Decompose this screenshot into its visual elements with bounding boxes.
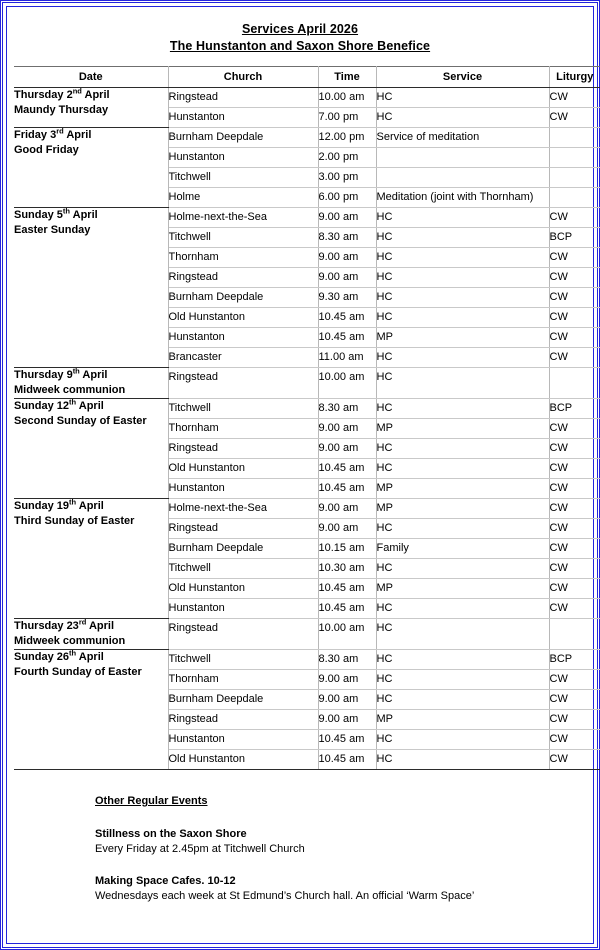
liturgy-cell: CW xyxy=(549,459,600,479)
time-cell: 9.00 am xyxy=(318,710,376,730)
church-cell: Burnham Deepdale xyxy=(168,128,318,148)
service-cell: HC xyxy=(376,108,549,128)
column-header-date: Date xyxy=(14,67,168,88)
date-ordinal-suffix: th xyxy=(69,498,77,507)
church-cell: Old Hunstanton xyxy=(168,750,318,770)
liturgy-cell: CW xyxy=(549,479,600,499)
service-cell: MP xyxy=(376,499,549,519)
church-cell: Hunstanton xyxy=(168,730,318,750)
date-primary: Sunday 26th April xyxy=(14,649,104,663)
service-cell: HC xyxy=(376,208,549,228)
time-cell: 10.45 am xyxy=(318,750,376,770)
footer-event-name: Stillness on the Saxon Shore xyxy=(95,828,247,840)
liturgy-cell: CW xyxy=(549,248,600,268)
time-cell: 6.00 pm xyxy=(318,188,376,208)
service-cell: HC xyxy=(376,268,549,288)
service-cell: HC xyxy=(376,650,549,670)
date-secondary: Easter Sunday xyxy=(14,224,91,236)
service-cell: HC xyxy=(376,348,549,368)
column-header-time: Time xyxy=(318,67,376,88)
church-cell: Titchwell xyxy=(168,399,318,419)
date-primary: Sunday 5th April xyxy=(14,207,98,221)
time-cell: 11.00 am xyxy=(318,348,376,368)
liturgy-cell: CW xyxy=(549,308,600,328)
time-cell: 10.00 am xyxy=(318,619,376,650)
time-cell: 10.45 am xyxy=(318,730,376,750)
liturgy-cell xyxy=(549,128,600,148)
footer-event-detail: Every Friday at 2.45pm at Titchwell Church xyxy=(95,843,305,855)
footer-event-detail: Wednesdays each week at St Edmund’s Church hall. An official ‘Warm Space’ xyxy=(95,890,475,902)
church-cell: Burnham Deepdale xyxy=(168,690,318,710)
service-cell: HC xyxy=(376,619,549,650)
church-cell: Titchwell xyxy=(168,228,318,248)
service-cell xyxy=(376,148,549,168)
date-cell xyxy=(14,208,168,368)
date-secondary: Good Friday xyxy=(14,144,79,156)
service-cell: HC xyxy=(376,459,549,479)
time-cell: 10.00 am xyxy=(318,368,376,399)
church-cell: Hunstanton xyxy=(168,108,318,128)
column-header-church: Church xyxy=(168,67,318,88)
time-cell: 9.00 am xyxy=(318,690,376,710)
church-cell: Hunstanton xyxy=(168,328,318,348)
liturgy-cell: BCP xyxy=(549,228,600,248)
church-cell: Hunstanton xyxy=(168,599,318,619)
church-cell: Titchwell xyxy=(168,650,318,670)
time-cell: 7.00 pm xyxy=(318,108,376,128)
service-cell: MP xyxy=(376,479,549,499)
time-cell: 10.00 am xyxy=(318,88,376,108)
time-cell: 12.00 pm xyxy=(318,128,376,148)
time-cell: 9.00 am xyxy=(318,670,376,690)
liturgy-cell: CW xyxy=(549,599,600,619)
time-cell: 8.30 am xyxy=(318,228,376,248)
date-ordinal-suffix: th xyxy=(72,367,80,376)
date-ordinal-suffix: th xyxy=(62,207,70,216)
liturgy-cell: CW xyxy=(549,690,600,710)
church-cell: Ringstead xyxy=(168,368,318,399)
service-cell: MP xyxy=(376,710,549,730)
service-cell xyxy=(376,168,549,188)
church-cell: Brancaster xyxy=(168,348,318,368)
other-regular-events-section xyxy=(7,770,593,904)
service-cell: HC xyxy=(376,730,549,750)
liturgy-cell: CW xyxy=(549,579,600,599)
page-inner xyxy=(6,6,594,944)
time-cell: 9.00 am xyxy=(318,419,376,439)
time-cell: 10.45 am xyxy=(318,328,376,348)
service-cell: HC xyxy=(376,750,549,770)
liturgy-cell: CW xyxy=(549,730,600,750)
date-secondary: Maundy Thursday xyxy=(14,104,109,116)
service-cell: HC xyxy=(376,88,549,108)
liturgy-cell: CW xyxy=(549,288,600,308)
liturgy-cell: CW xyxy=(549,328,600,348)
church-cell: Holme-next-the-Sea xyxy=(168,499,318,519)
service-cell: HC xyxy=(376,559,549,579)
date-cell xyxy=(14,399,168,499)
time-cell: 10.45 am xyxy=(318,599,376,619)
liturgy-cell: CW xyxy=(549,108,600,128)
date-cell xyxy=(14,650,168,770)
time-cell: 9.00 am xyxy=(318,499,376,519)
liturgy-cell: BCP xyxy=(549,399,600,419)
date-ordinal-suffix: nd xyxy=(72,87,82,96)
liturgy-cell: CW xyxy=(549,499,600,519)
service-cell: HC xyxy=(376,670,549,690)
date-secondary: Midweek communion xyxy=(14,384,126,396)
service-cell: Family xyxy=(376,539,549,559)
date-primary: Thursday 23rd April xyxy=(14,618,115,632)
service-cell: HC xyxy=(376,288,549,308)
liturgy-cell xyxy=(549,188,600,208)
date-cell xyxy=(14,368,168,399)
church-cell: Ringstead xyxy=(168,519,318,539)
liturgy-cell: CW xyxy=(549,208,600,228)
footer-event-name: Making Space Cafes. 10-12 xyxy=(95,875,236,887)
table-row xyxy=(14,499,600,519)
table-row xyxy=(14,619,600,650)
footer-event xyxy=(95,874,593,904)
liturgy-cell: CW xyxy=(549,519,600,539)
service-cell: Meditation (joint with Thornham) xyxy=(376,188,549,208)
liturgy-cell xyxy=(549,148,600,168)
footer-events-list xyxy=(95,827,593,904)
date-ordinal-suffix: rd xyxy=(78,618,87,627)
table-row xyxy=(14,399,600,419)
church-cell: Old Hunstanton xyxy=(168,579,318,599)
time-cell: 9.30 am xyxy=(318,288,376,308)
service-cell: HC xyxy=(376,399,549,419)
church-cell: Holme-next-the-Sea xyxy=(168,208,318,228)
table-row xyxy=(14,88,600,108)
date-primary: Sunday 19th April xyxy=(14,498,104,512)
service-cell: MP xyxy=(376,328,549,348)
time-cell: 10.45 am xyxy=(318,479,376,499)
church-cell: Ringstead xyxy=(168,88,318,108)
service-cell: HC xyxy=(376,519,549,539)
church-cell: Ringstead xyxy=(168,619,318,650)
church-cell: Old Hunstanton xyxy=(168,459,318,479)
church-cell: Titchwell xyxy=(168,168,318,188)
time-cell: 8.30 am xyxy=(318,650,376,670)
date-secondary: Midweek communion xyxy=(14,635,126,647)
liturgy-cell: CW xyxy=(549,750,600,770)
church-cell: Thornham xyxy=(168,419,318,439)
service-cell: HC xyxy=(376,599,549,619)
church-cell: Thornham xyxy=(168,248,318,268)
time-cell: 3.00 pm xyxy=(318,168,376,188)
church-cell: Ringstead xyxy=(168,710,318,730)
church-cell: Burnham Deepdale xyxy=(168,288,318,308)
church-cell: Ringstead xyxy=(168,439,318,459)
liturgy-cell: CW xyxy=(549,670,600,690)
date-ordinal-suffix: th xyxy=(69,649,77,658)
time-cell: 10.45 am xyxy=(318,308,376,328)
date-cell xyxy=(14,88,168,128)
service-cell: HC xyxy=(376,248,549,268)
time-cell: 2.00 pm xyxy=(318,148,376,168)
date-cell xyxy=(14,499,168,619)
liturgy-cell: CW xyxy=(549,559,600,579)
time-cell: 9.00 am xyxy=(318,268,376,288)
date-primary: Thursday 9th April xyxy=(14,367,108,381)
liturgy-cell: CW xyxy=(549,419,600,439)
date-secondary: Third Sunday of Easter xyxy=(14,515,135,527)
date-primary: Thursday 2nd April xyxy=(14,87,110,101)
service-cell: HC xyxy=(376,690,549,710)
table-row xyxy=(14,368,600,399)
services-table xyxy=(14,66,600,770)
date-secondary: Fourth Sunday of Easter xyxy=(14,666,142,678)
page-title: Services April 2026 xyxy=(241,22,359,36)
church-cell: Holme xyxy=(168,188,318,208)
table-header-row xyxy=(14,67,600,88)
time-cell: 9.00 am xyxy=(318,439,376,459)
table-row xyxy=(14,128,600,148)
church-cell: Hunstanton xyxy=(168,148,318,168)
liturgy-cell: CW xyxy=(549,539,600,559)
church-cell: Old Hunstanton xyxy=(168,308,318,328)
liturgy-cell: CW xyxy=(549,88,600,108)
table-row xyxy=(14,208,600,228)
date-ordinal-suffix: rd xyxy=(56,127,64,136)
service-cell: HC xyxy=(376,439,549,459)
date-cell xyxy=(14,128,168,208)
service-cell: MP xyxy=(376,579,549,599)
column-header-liturgy: Liturgy xyxy=(549,67,600,88)
table-header xyxy=(14,67,600,88)
time-cell: 10.15 am xyxy=(318,539,376,559)
footer-event xyxy=(95,827,593,857)
time-cell: 9.00 am xyxy=(318,208,376,228)
date-ordinal-suffix: th xyxy=(69,398,77,407)
time-cell: 10.30 am xyxy=(318,559,376,579)
column-header-service: Service xyxy=(376,67,549,88)
time-cell: 10.45 am xyxy=(318,579,376,599)
date-primary: Sunday 12th April xyxy=(14,398,104,412)
liturgy-cell xyxy=(549,368,600,399)
date-secondary: Second Sunday of Easter xyxy=(14,415,147,427)
time-cell: 8.30 am xyxy=(318,399,376,419)
church-cell: Burnham Deepdale xyxy=(168,539,318,559)
time-cell: 9.00 am xyxy=(318,248,376,268)
page-subtitle: The Hunstanton and Saxon Shore Benefice xyxy=(169,39,431,53)
church-cell: Titchwell xyxy=(168,559,318,579)
liturgy-cell: CW xyxy=(549,439,600,459)
liturgy-cell: CW xyxy=(549,710,600,730)
liturgy-cell: CW xyxy=(549,348,600,368)
liturgy-cell: BCP xyxy=(549,650,600,670)
service-cell: HC xyxy=(376,368,549,399)
service-cell: MP xyxy=(376,419,549,439)
church-cell: Thornham xyxy=(168,670,318,690)
table-row xyxy=(14,650,600,670)
time-cell: 10.45 am xyxy=(318,459,376,479)
date-cell xyxy=(14,619,168,650)
service-cell: HC xyxy=(376,308,549,328)
service-cell: Service of meditation xyxy=(376,128,549,148)
time-cell: 9.00 am xyxy=(318,519,376,539)
liturgy-cell xyxy=(549,168,600,188)
date-primary: Friday 3rd April xyxy=(14,127,92,141)
footer-heading: Other Regular Events xyxy=(95,795,208,807)
liturgy-cell xyxy=(549,619,600,650)
church-cell: Ringstead xyxy=(168,268,318,288)
liturgy-cell: CW xyxy=(549,268,600,288)
table-body xyxy=(14,88,600,770)
service-cell: HC xyxy=(376,228,549,248)
document-title-block xyxy=(7,7,593,66)
church-cell: Hunstanton xyxy=(168,479,318,499)
